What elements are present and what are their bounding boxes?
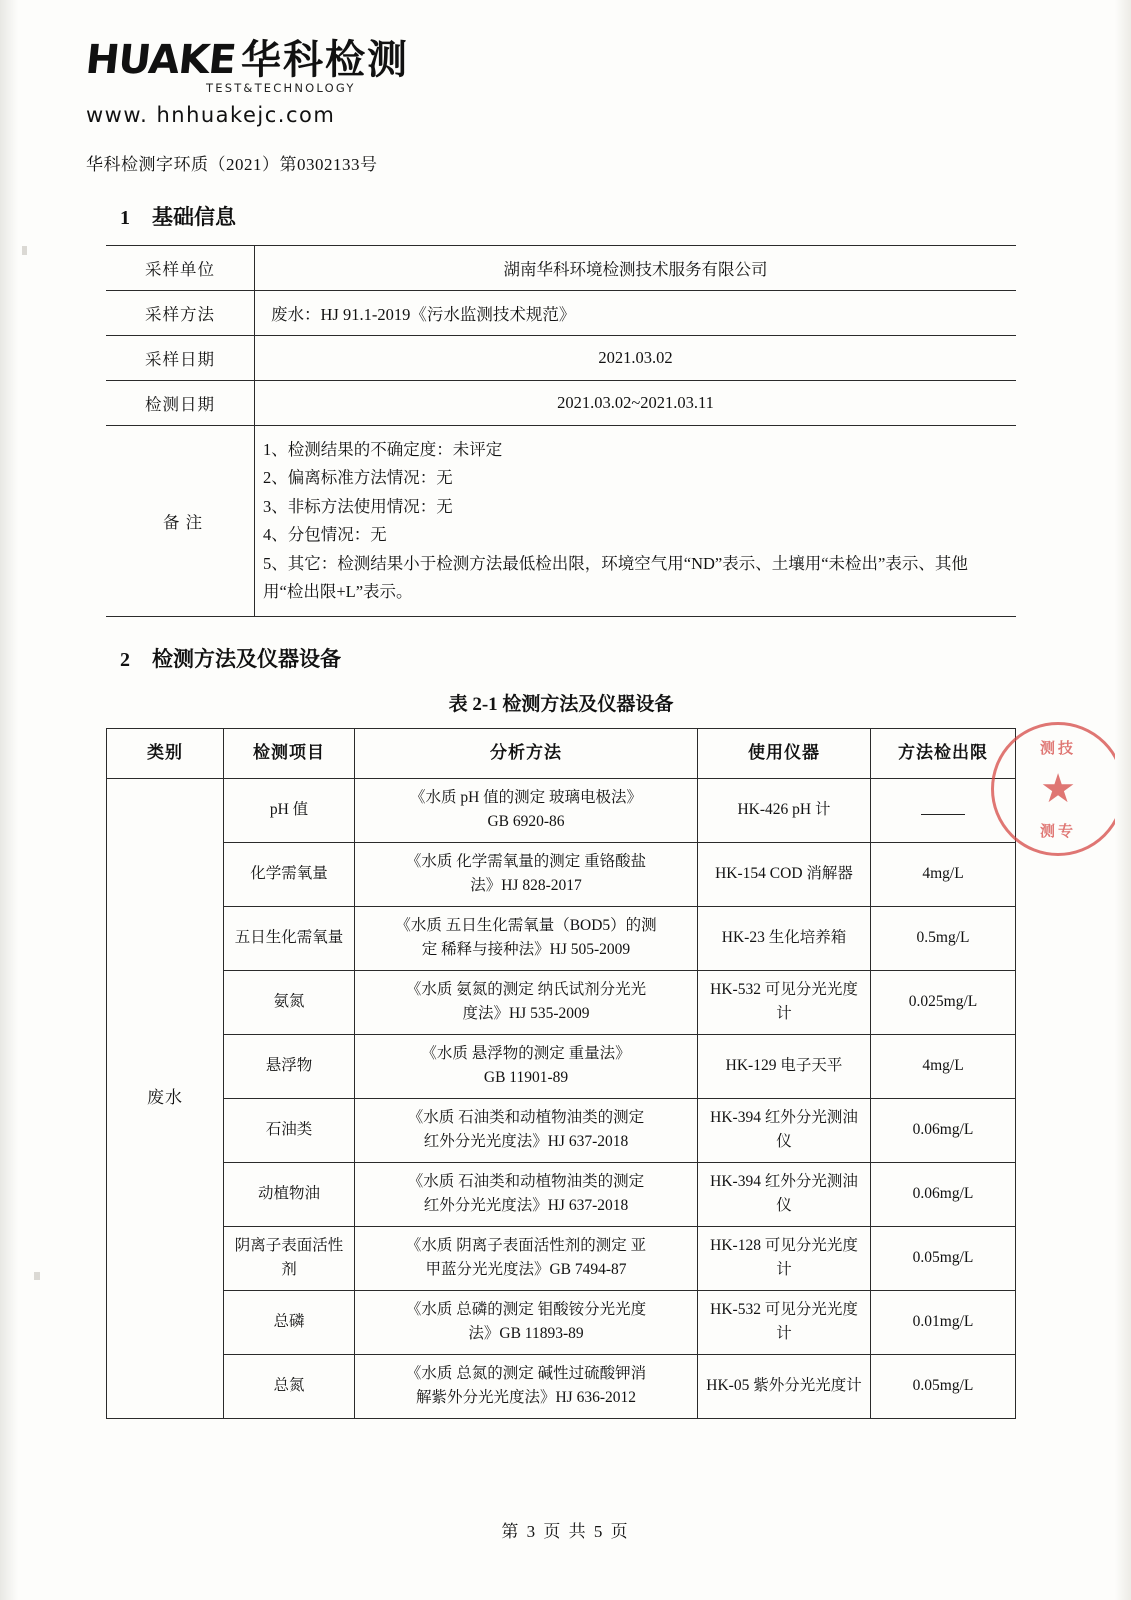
basic-info-table (106, 245, 1016, 617)
method-line-1: 《水质 悬浮物的测定 重量法》 (421, 1045, 631, 1063)
instrument-line-2: 红外分光测油仪 (764, 1109, 858, 1151)
row-value: 2021.03.02~2021.03.11 (255, 381, 1017, 426)
cell-item: 悬浮物 (224, 1034, 355, 1098)
note-line: 2、偏离标准方法情况：无 (263, 468, 453, 488)
table-row (106, 381, 1016, 426)
logo-wordmark (83, 37, 1036, 83)
instrument-line-2: 可见分光光度计 (764, 1237, 858, 1279)
logo-cn-text: 华科检测 (241, 37, 410, 83)
table-row (106, 246, 1016, 291)
instrument-line-1: HK-532 (710, 981, 761, 999)
instrument-line-2: 可见分光光度计 (764, 1301, 858, 1343)
method-line-1: 《水质 石油类和动植物油类的测定 (407, 1173, 645, 1191)
method-line-1: 《水质 五日生化需氧量（BOD5）的测 (395, 917, 657, 935)
instrument-line-2: 紫外分光光度计 (753, 1377, 862, 1395)
instrument-line-1: HK-394 (710, 1109, 761, 1127)
scan-speck (22, 246, 27, 255)
instrument-line-1: HK-394 (710, 1173, 761, 1191)
row-value: 2021.03.02 (255, 336, 1017, 381)
col-header-method: 分析方法 (355, 729, 698, 778)
row-label: 检测日期 (106, 381, 255, 426)
cell-item: 总磷 (224, 1290, 355, 1354)
instrument-line-2: 可见分光光度计 (764, 981, 858, 1023)
instrument-line-1: HK-05 (706, 1377, 750, 1395)
instrument-line-1: HK-532 (710, 1301, 761, 1319)
cell-method (355, 1034, 698, 1098)
logo-en-text: HUAKE (83, 37, 238, 83)
cell-limit: 0.06mg/L (871, 1162, 1016, 1226)
instrument-line-2: 电子天平 (780, 1057, 843, 1075)
cell-instrument (698, 1354, 871, 1418)
method-line-2: 红外分光光度法》HJ 637-2018 (423, 1133, 629, 1151)
col-header-category: 类别 (107, 729, 224, 778)
method-line-1: 《水质 总磷的测定 钼酸铵分光光度 (405, 1301, 647, 1319)
cell-limit: 4mg/L (871, 842, 1016, 906)
instrument-line-1: HK-154 (715, 865, 766, 883)
method-line-2: 红外分光光度法》HJ 637-2018 (423, 1197, 629, 1215)
table-row (107, 842, 1016, 906)
row-label: 采样单位 (106, 246, 255, 291)
seal-top-text: 测技 (1039, 741, 1076, 757)
document-code: 华科检测字环质（2021）第0302133号 (86, 155, 378, 174)
table-row (107, 1354, 1016, 1418)
seal-bottom-text: 测专 (1039, 824, 1076, 840)
cell-method (355, 1226, 698, 1290)
instrument-line-2: 红外分光测油仪 (764, 1173, 858, 1215)
instrument-line-2: 生化培养箱 (768, 929, 847, 947)
cell-item: 氨氮 (224, 970, 355, 1034)
method-line-1: 《水质 总氮的测定 碱性过硫酸钾消 (405, 1365, 647, 1383)
cell-instrument (698, 842, 871, 906)
page-content (83, 37, 1036, 1419)
method-equipment-table (106, 728, 1016, 1418)
note-line: 3、非标方法使用情况：无 (263, 496, 453, 516)
col-header-item: 检测项目 (224, 729, 355, 778)
cell-item: 化学需氧量 (224, 842, 355, 906)
cell-limit: 0.05mg/L (871, 1354, 1016, 1418)
page-footer: 第 3 页 共 5 页 (501, 1522, 630, 1541)
cell-limit: 4mg/L (871, 1034, 1016, 1098)
instrument-line-2: COD 消解器 (769, 865, 853, 883)
cell-item: 石油类 (224, 1098, 355, 1162)
cell-item: 总氮 (224, 1354, 355, 1418)
notes-value (255, 426, 1017, 617)
instrument-line-1: HK-426 (737, 801, 789, 819)
instrument-line-1: HK-23 (721, 929, 765, 947)
col-header-limit: 方法检出限 (871, 729, 1016, 778)
table-row (107, 778, 1016, 842)
table-row (106, 336, 1016, 381)
table-row (107, 970, 1016, 1034)
instrument-line-1: HK-128 (710, 1237, 761, 1255)
cell-item: 动植物油 (224, 1162, 355, 1226)
section-1-number: 1 (120, 207, 130, 229)
star-icon: ★ (1040, 766, 1076, 811)
cell-category: 废水 (107, 778, 224, 1418)
logo-website: www. hnhuakejc.com (86, 103, 336, 127)
section-2-heading (120, 643, 1036, 673)
cell-limit: 0.06mg/L (871, 1098, 1016, 1162)
cell-method (355, 778, 698, 842)
cell-instrument (698, 1290, 871, 1354)
cell-method (355, 1290, 698, 1354)
row-label: 采样日期 (106, 336, 255, 381)
cell-method (355, 970, 698, 1034)
method-line-1: 《水质 阴离子表面活性剂的测定 亚 (405, 1237, 647, 1255)
note-line: 5、其它：检测结果小于检测方法最低检出限，环境空气用“ND”表示、土壤用“未检出”表示、其他用“检出限+L”表示。 (263, 553, 968, 601)
cell-method (355, 1354, 698, 1418)
cell-instrument (698, 906, 871, 970)
scan-speck (34, 1272, 40, 1280)
table-header-row (107, 729, 1016, 778)
logo-tagline: TEST&TECHNOLOGY (206, 81, 356, 95)
section-2-number: 2 (120, 649, 130, 672)
section-1-heading (120, 201, 1036, 231)
method-line-1: 《水质 化学需氧量的测定 重铬酸盐 (405, 853, 647, 871)
cell-item: 阴离子表面活性剂 (224, 1226, 355, 1290)
instrument-line-1: HK-129 (725, 1057, 777, 1075)
table-row (107, 1034, 1016, 1098)
method-line-1: 《水质 pH 值的测定 玻璃电极法》 (409, 789, 643, 807)
table-row-notes (106, 426, 1016, 617)
cell-method (355, 1162, 698, 1226)
official-seal-stamp (991, 722, 1125, 856)
method-line-2: 度法》HJ 535-2009 (462, 1005, 590, 1023)
cell-method (355, 906, 698, 970)
section-1-title: 基础信息 (152, 205, 236, 229)
section-2-title: 检测方法及仪器设备 (152, 647, 341, 672)
method-line-2: 法》HJ 828-2017 (470, 877, 582, 895)
table-row (107, 906, 1016, 970)
method-line-2: 定 稀释与接种法》HJ 505-2009 (421, 941, 631, 959)
cell-instrument (698, 778, 871, 842)
cell-method (355, 1098, 698, 1162)
cell-item: 五日生化需氧量 (224, 906, 355, 970)
method-line-2: GB 6920-86 (487, 813, 565, 831)
cell-limit: 0.5mg/L (871, 906, 1016, 970)
row-value: 湖南华科环境检测技术服务有限公司 (255, 246, 1017, 291)
company-logo (83, 37, 1036, 140)
notes-label: 备 注 (106, 426, 255, 617)
method-line-2: 甲蓝分光光度法》GB 7494-87 (425, 1261, 627, 1279)
cell-instrument (698, 1162, 871, 1226)
note-line: 1、检测结果的不确定度：未评定 (263, 440, 503, 459)
table-row (107, 1098, 1016, 1162)
instrument-line-2: pH 计 (792, 801, 831, 819)
cell-instrument (698, 1098, 871, 1162)
empty-dash (921, 806, 965, 815)
table-row (107, 1226, 1016, 1290)
cell-instrument (698, 1034, 871, 1098)
method-line-2: 法》GB 11893-89 (468, 1325, 584, 1343)
method-line-2: 解紫外分光光度法》HJ 636-2012 (415, 1389, 636, 1407)
method-line-1: 《水质 氨氮的测定 纳氏试剂分光光 (405, 981, 647, 999)
cell-limit: 0.025mg/L (871, 970, 1016, 1034)
cell-limit: 0.05mg/L (871, 1226, 1016, 1290)
table-row (107, 1162, 1016, 1226)
col-header-instrument: 使用仪器 (698, 729, 871, 778)
method-line-1: 《水质 石油类和动植物油类的测定 (407, 1109, 645, 1127)
table-row (106, 291, 1016, 336)
row-label: 采样方法 (106, 291, 255, 336)
cell-method (355, 842, 698, 906)
method-line-2: GB 11901-89 (483, 1069, 569, 1087)
cell-limit: 0.01mg/L (871, 1290, 1016, 1354)
note-line: 4、分包情况：无 (263, 525, 387, 545)
cell-instrument (698, 970, 871, 1034)
table-row (107, 1290, 1016, 1354)
row-value: 废水：HJ 91.1-2019《污水监测技术规范》 (255, 291, 1017, 336)
cell-item: pH 值 (224, 778, 355, 842)
cell-instrument (698, 1226, 871, 1290)
method-table-title: 表 2-1 检测方法及仪器设备 (448, 694, 674, 716)
